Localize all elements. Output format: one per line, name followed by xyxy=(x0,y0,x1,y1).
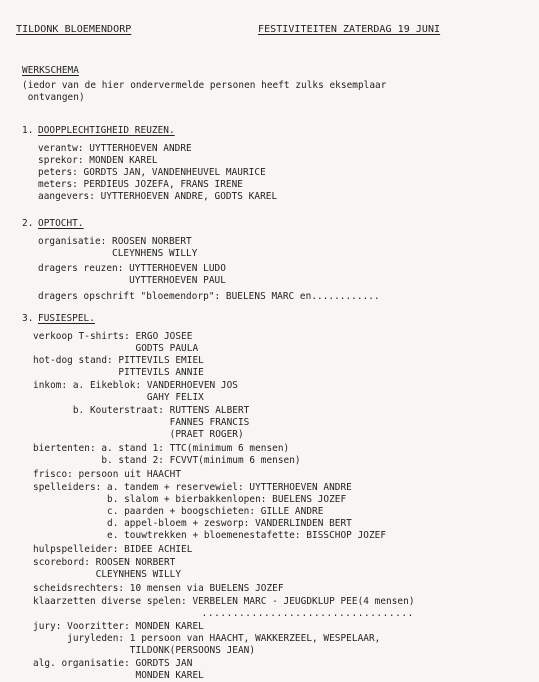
header-right: FESTIVITEITEN ZATERDAG 19 JUNI xyxy=(258,24,441,35)
section3-heading: FUSIESPEL. xyxy=(38,313,95,324)
section3-line: inkom: a. Eikeblok: VANDERHOEVEN JOS xyxy=(33,380,238,391)
section3-line: verkoop T-shirts: ERGO JOSEE xyxy=(33,331,193,342)
section3-line: juryleden: 1 persoon van HAACHT, WAKKERZEEL, WESPELAAR, xyxy=(33,633,381,644)
section3-line: GAHY FELIX xyxy=(33,392,204,403)
section3-line: GODTS PAULA xyxy=(33,343,199,354)
section1-line: aangevers: UYTTERHOEVEN ANDRE, GODTS KAREL xyxy=(38,191,278,202)
werkschema-note-line1: (iedor van de hier ondervermelde personen heeft zulks eksemplaar xyxy=(22,80,387,91)
section2-line: CLEYNHENS WILLY xyxy=(38,248,198,259)
section3-line: spelleiders: a. tandem + reservewiel: UYTTERHOEVEN ANDRE xyxy=(33,482,352,493)
section3-line: c. paarden + boogschieten: GILLE ANDRE xyxy=(33,506,324,517)
section3-number: 3. xyxy=(22,313,34,324)
section1-heading: DOOPPLECHTIGHEID REUZEN. xyxy=(38,125,175,136)
section3-line: b. Kouterstraat: RUTTENS ALBERT xyxy=(33,405,250,416)
section2-line: organisatie: ROOSEN NORBERT xyxy=(38,236,192,247)
section1-number: 1. xyxy=(22,125,34,136)
section1-line: sprekor: MONDEN KAREL xyxy=(38,155,158,166)
section1-line: verantw: UYTTERHOEVEN ANDRE xyxy=(38,143,192,154)
section3-line: klaarzetten diverse spelen: VERBELEN MARC - JEUGDKLUP PEE(4 mensen) xyxy=(33,596,415,607)
section3-dotted-line: .................................. xyxy=(33,608,414,619)
section3-line: scheidsrechters: 10 mensen via BUELENS JOZEF xyxy=(33,583,284,594)
section3-line: biertenten: a. stand 1: TTC(minimum 6 mensen) xyxy=(33,443,290,454)
werkschema-note-line2: ontvangen) xyxy=(22,92,85,103)
section3-line: hot-dog stand: PITTEVILS EMIEL xyxy=(33,355,204,366)
section3-line: hulpspelleider: BIDEE ACHIEL xyxy=(33,544,193,555)
section3-line: PITTEVILS ANNIE xyxy=(33,367,204,378)
section3-line: TILDONK(PERSOONS JEAN) xyxy=(33,645,256,656)
section2-line: dragers opschrift "bloemendorp": BUELENS MARC en............ xyxy=(38,291,380,302)
section2-line: dragers reuzen: UYTTERHOEVEN LUDO xyxy=(38,263,226,274)
section3-line: CLEYNHENS WILLY xyxy=(33,569,182,580)
section3-line: (PRAET ROGER) xyxy=(33,429,244,440)
section3-line: FANNES FRANCIS xyxy=(33,417,250,428)
section3-line: b. slalom + bierbakkenlopen: BUELENS JOZEF xyxy=(33,494,347,505)
section1-line: peters: GORDTS JAN, VANDENHEUVEL MAURICE xyxy=(38,167,266,178)
section3-line: alg. organisatie: GORDTS JAN xyxy=(33,658,193,669)
section3-line: scorebord: ROOSEN NORBERT xyxy=(33,557,176,568)
section3-line: b. stand 2: FCVVT(minimum 6 mensen) xyxy=(33,455,301,466)
section3-line: jury: Voorzitter: MONDEN KAREL xyxy=(33,621,204,632)
section3-line: d. appel-bloem + zesworp: VANDERLINDEN BERT xyxy=(33,518,352,529)
section2-heading: OPTOCHT. xyxy=(38,218,84,229)
header-left: TILDONK BLOEMENDORP xyxy=(16,24,132,35)
section3-line: e. touwtrekken + bloemenestafette: BISSCHOP JOZEF xyxy=(33,530,387,541)
section2-number: 2. xyxy=(22,218,34,229)
section3-line: MONDEN KAREL xyxy=(33,670,204,681)
section1-line: meters: PERDIEUS JOZEFA, FRANS IRENE xyxy=(38,179,243,190)
section3-line: frisco: persoon uit HAACHT xyxy=(33,469,182,480)
werkschema-title: WERKSCHEMA xyxy=(22,65,79,76)
section2-line: UYTTERHOEVEN PAUL xyxy=(38,275,226,286)
